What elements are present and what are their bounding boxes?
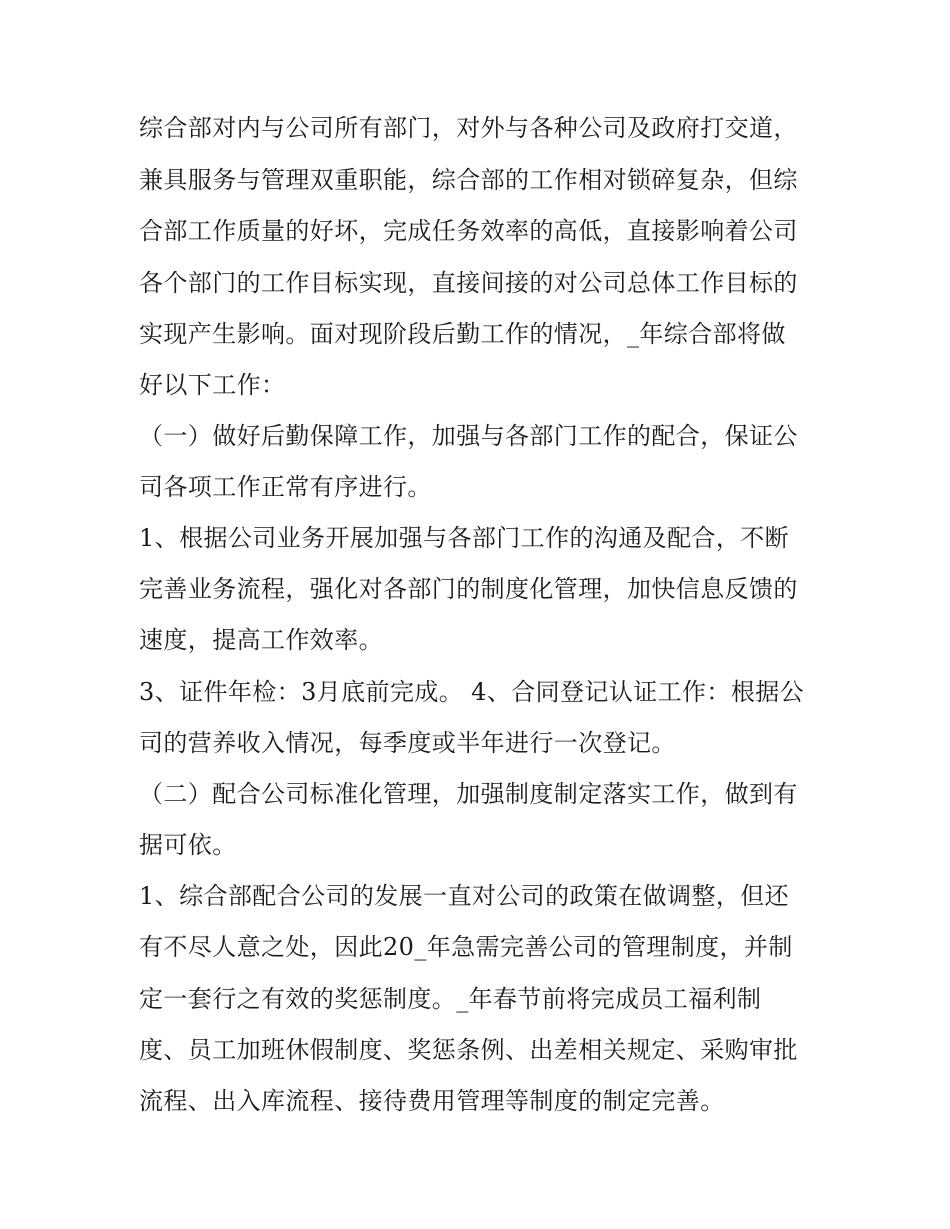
text-line: 实现产生影响。面对现阶段后勤工作的情况，_年综合部将做: [139, 320, 786, 348]
text-line: 司各项工作正常有序进行。: [139, 473, 432, 501]
text-line: 速度，提高工作效率。: [139, 626, 383, 654]
text-line: 兼具服务与管理双重职能，综合部的工作相对锁碎复杂，但综: [139, 166, 798, 194]
text-line: 完善业务流程，强化对各部门的制度化管理，加快信息反馈的: [139, 575, 798, 603]
text-line: 度、员工加班休假制度、奖惩条例、出差相关规定、采购审批: [139, 1036, 798, 1064]
text-line: 各个部门的工作目标实现，直接间接的对公司总体工作目标的: [139, 269, 798, 297]
text-line: 合部工作质量的好坏，完成任务效率的高低，直接影响着公司: [139, 217, 798, 245]
text-line: 1、综合部配合公司的发展一直对公司的政策在做调整，但还: [139, 882, 790, 910]
text-line: 司的营养收入情况，每季度或半年进行一次登记。: [139, 729, 676, 757]
text-line: 据可依。: [139, 831, 237, 859]
text-line: 综合部对内与公司所有部门，对外与各种公司及政府打交道，: [139, 114, 798, 142]
text-line: 定一套行之有效的奖惩制度。_年春节前将完成员工福利制: [139, 985, 762, 1013]
text-line: （二）配合公司标准化管理，加强制度制定落实工作，做到有: [139, 780, 798, 808]
text-line: 1、根据公司业务开展加强与各部门工作的沟通及配合，不断: [139, 524, 790, 552]
text-line: 好以下工作：: [139, 371, 286, 399]
text-line: 3、证件年检：3月底前完成。 4、合同登记认证工作：根据公: [139, 678, 805, 706]
text-line: （一）做好后勤保障工作，加强与各部门工作的配合，保证公: [139, 422, 798, 450]
text-line: 有不尽人意之处，因此20_年急需完善公司的管理制度，并制: [139, 933, 793, 961]
text-line: 流程、出入库流程、接待费用管理等制度的制定完善。: [139, 1087, 725, 1115]
